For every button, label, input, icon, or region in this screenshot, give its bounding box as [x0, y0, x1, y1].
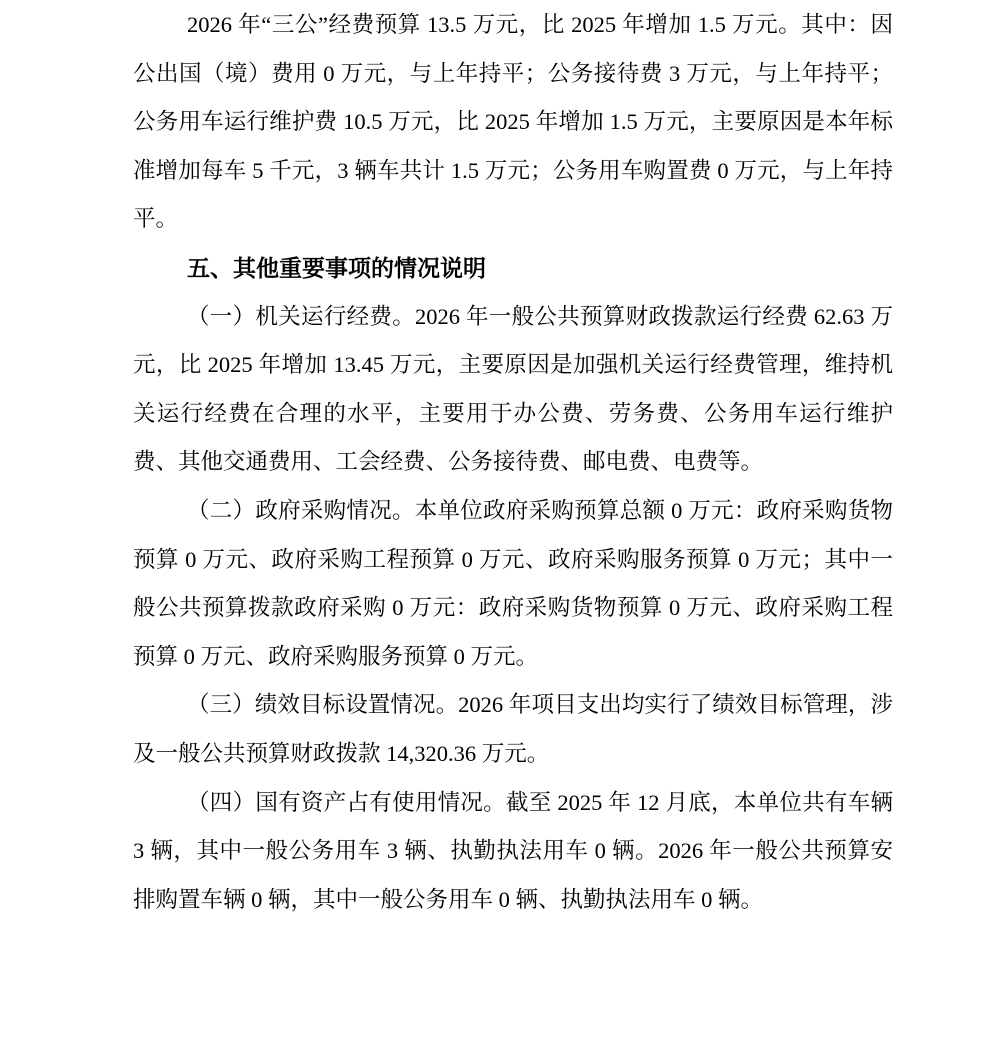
- paragraph-government-procurement: （二）政府采购情况。本单位政府采购预算总额 0 万元：政府采购货物预算 0 万元、政府采购工程预算 0 万元、政府采购服务预算 0 万元；其中一般公共预算拨款政府采购 0 万元：政府采购货物预算 0 万元、政府采购工程预算 0 万元、政府采购服务预算 0 万元。: [133, 497, 893, 669]
- paragraph-performance-targets: （三）绩效目标设置情况。2026 年项目支出均实行了绩效目标管理，涉及一般公共预算财政拨款 14,320.36 万元。: [133, 692, 893, 766]
- document-content: [133, 1, 893, 924]
- paragraph-state-assets-usage: （四）国有资产占有使用情况。截至 2025 年 12 月底，本单位共有车辆 3 辆，其中一般公务用车 3 辆、执勤执法用车 0 辆。2026 年一般公共预算安排购置车辆 0 辆，其中一般公务用车 0 辆、执勤执法用车 0 辆。: [133, 789, 893, 912]
- paragraph-agency-operating-expenses: （一）机关运行经费。2026 年一般公共预算财政拨款运行经费 62.63 万元，比 2025 年增加 13.45 万元，主要原因是加强机关运行经费管理，维持机关运行经费在合理的水平，主要用于办公费、劳务费、公务用车运行维护费、其他交通费用、工会经费、公务接待费、邮电费、电费等。: [133, 303, 893, 475]
- section-heading-other-important-matters: 五、其他重要事项的情况说明: [187, 254, 486, 281]
- paragraph-three-public-expenses: 2026 年“三公”经费预算 13.5 万元，比 2025 年增加 1.5 万元。其中：因公出国（境）费用 0 万元，与上年持平；公务接待费 3 万元，与上年持平；公务用车运行维护费 10.5 万元，比 2025 年增加 1.5 万元，主要原因是本年标准增加每车 5 千元，3 辆车共计 1.5 万元；公务用车购置费 0 万元，与上年持平。: [133, 12, 893, 232]
